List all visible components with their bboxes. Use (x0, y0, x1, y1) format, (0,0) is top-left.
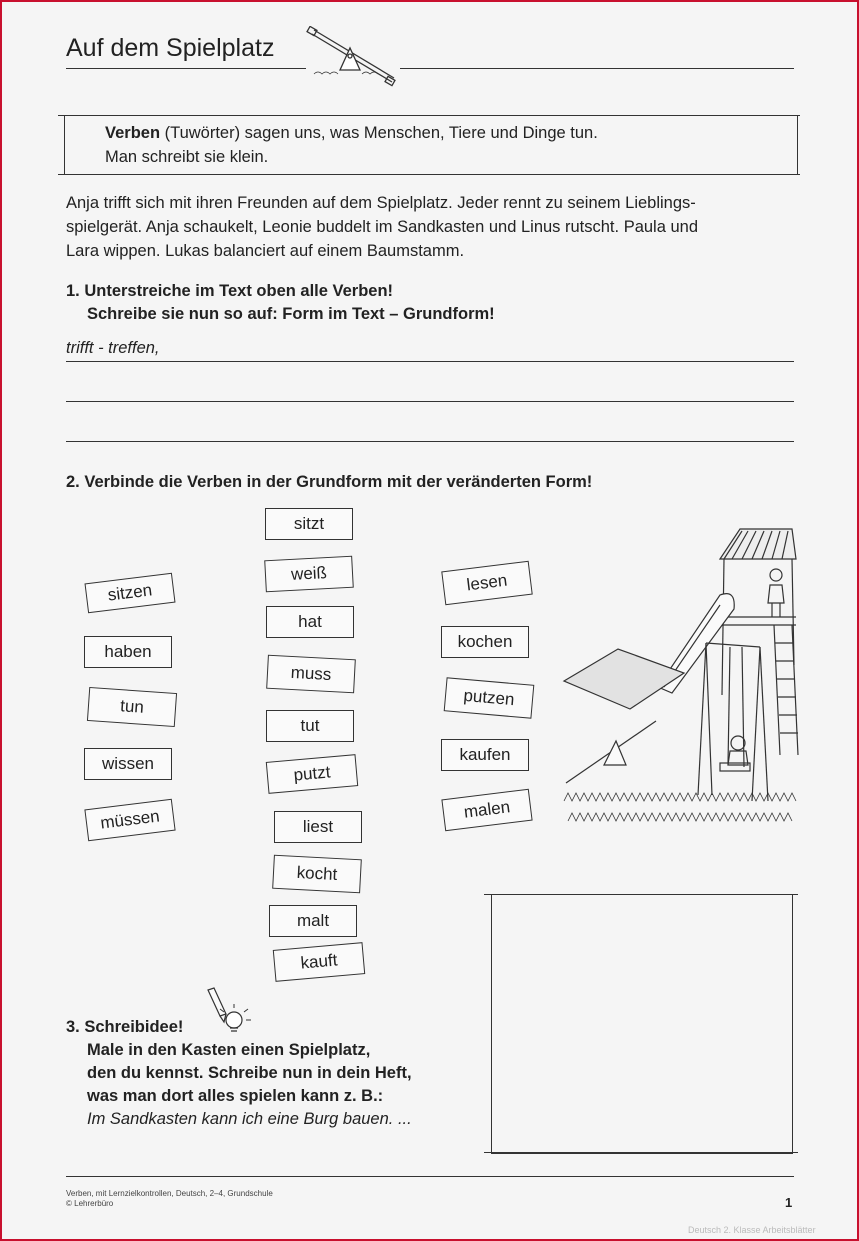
verb-card-kaufen[interactable]: kaufen (441, 739, 529, 771)
task1-example: trifft - treffen, (66, 339, 160, 357)
verb-card-kochen[interactable]: kochen (441, 626, 529, 658)
title-underline-left (66, 68, 306, 69)
playground-illustration (560, 525, 800, 830)
title-underline-right (400, 68, 794, 69)
drawing-box-bottom-rule (484, 1152, 798, 1153)
task3-heading: 3. Schreibidee! (66, 1018, 184, 1036)
verb-card-haben[interactable]: haben (84, 636, 172, 668)
verb-card-sitzt[interactable]: sitzt (265, 508, 353, 540)
page-title: Auf dem Spielplatz (66, 34, 275, 62)
task3 (66, 1016, 412, 1131)
task3-line: Male in den Kasten einen Spielplatz, (87, 1041, 371, 1059)
info-line1: (Tuwörter) sagen uns, was Menschen, Tiere und Dinge tun. (160, 124, 598, 142)
verb-card-liest[interactable]: liest (274, 811, 362, 843)
verb-card-malen[interactable]: malen (441, 789, 532, 831)
task1 (66, 280, 495, 326)
task2-heading: 2. Verbinde die Verben in der Grundform mit der veränderten Form! (66, 473, 593, 491)
footer-credits (66, 1189, 273, 1209)
verb-card-muessen[interactable]: müssen (84, 799, 175, 841)
task3-line: den du kennst. Schreibe nun in dein Heft, (87, 1064, 412, 1082)
verb-card-tut[interactable]: tut (266, 710, 354, 742)
writing-line[interactable] (66, 401, 794, 402)
task3-line: was man dort alles spielen kann z. B.: (87, 1087, 384, 1105)
writing-line[interactable] (66, 441, 794, 442)
story-line: Lara wippen. Lukas balanciert auf einem Baumstamm. (66, 242, 465, 260)
verb-card-hat[interactable]: hat (266, 606, 354, 638)
verb-card-wissen[interactable]: wissen (84, 748, 172, 780)
footer-rule (66, 1176, 794, 1177)
story-line: Anja trifft sich mit ihren Freunden auf dem Spielplatz. Jeder rennt zu seinem Lieblings- (66, 194, 696, 212)
verb-card-malt[interactable]: malt (269, 905, 357, 937)
info-line2: Man schreibt sie klein. (105, 148, 269, 166)
verb-card-kocht[interactable]: kocht (272, 855, 362, 894)
verb-card-weiss[interactable]: weiß (264, 556, 354, 593)
story-line: spielgerät. Anja schaukelt, Leonie buddelt im Sandkasten und Linus rutscht. Paula und (66, 218, 699, 236)
drawing-box[interactable] (491, 894, 793, 1154)
footer-line: Verben, mit Lernzielkontrollen, Deutsch, 2–4, Grundschule (66, 1189, 273, 1198)
info-bold-word: Verben (105, 124, 161, 142)
verb-card-sitzen[interactable]: sitzen (84, 573, 175, 614)
verb-card-putzen[interactable]: putzen (444, 677, 535, 719)
page-number: 1 (785, 1195, 793, 1210)
info-text (105, 121, 598, 169)
verb-card-putzt[interactable]: putzt (266, 754, 358, 794)
task1-heading: 1. Unterstreiche im Text oben alle Verben! (66, 282, 394, 300)
watermark: Deutsch 2. Klasse Arbeitsblätter (688, 1225, 816, 1235)
verb-card-tun[interactable]: tun (87, 687, 177, 727)
story-text (66, 191, 796, 263)
footer-line: © Lehrerbüro (66, 1199, 114, 1208)
drawing-box-top-rule (484, 894, 798, 895)
verb-card-muss[interactable]: muss (266, 655, 356, 694)
verb-card-kauft[interactable]: kauft (273, 942, 365, 982)
verb-card-lesen[interactable]: lesen (441, 561, 532, 605)
task3-example: Im Sandkasten kann ich eine Burg bauen. ... (87, 1110, 412, 1128)
writing-line[interactable] (66, 361, 794, 362)
seesaw-icon (306, 26, 398, 90)
task1-subheading: Schreibe sie nun so auf: Form im Text – Grundform! (87, 305, 495, 323)
